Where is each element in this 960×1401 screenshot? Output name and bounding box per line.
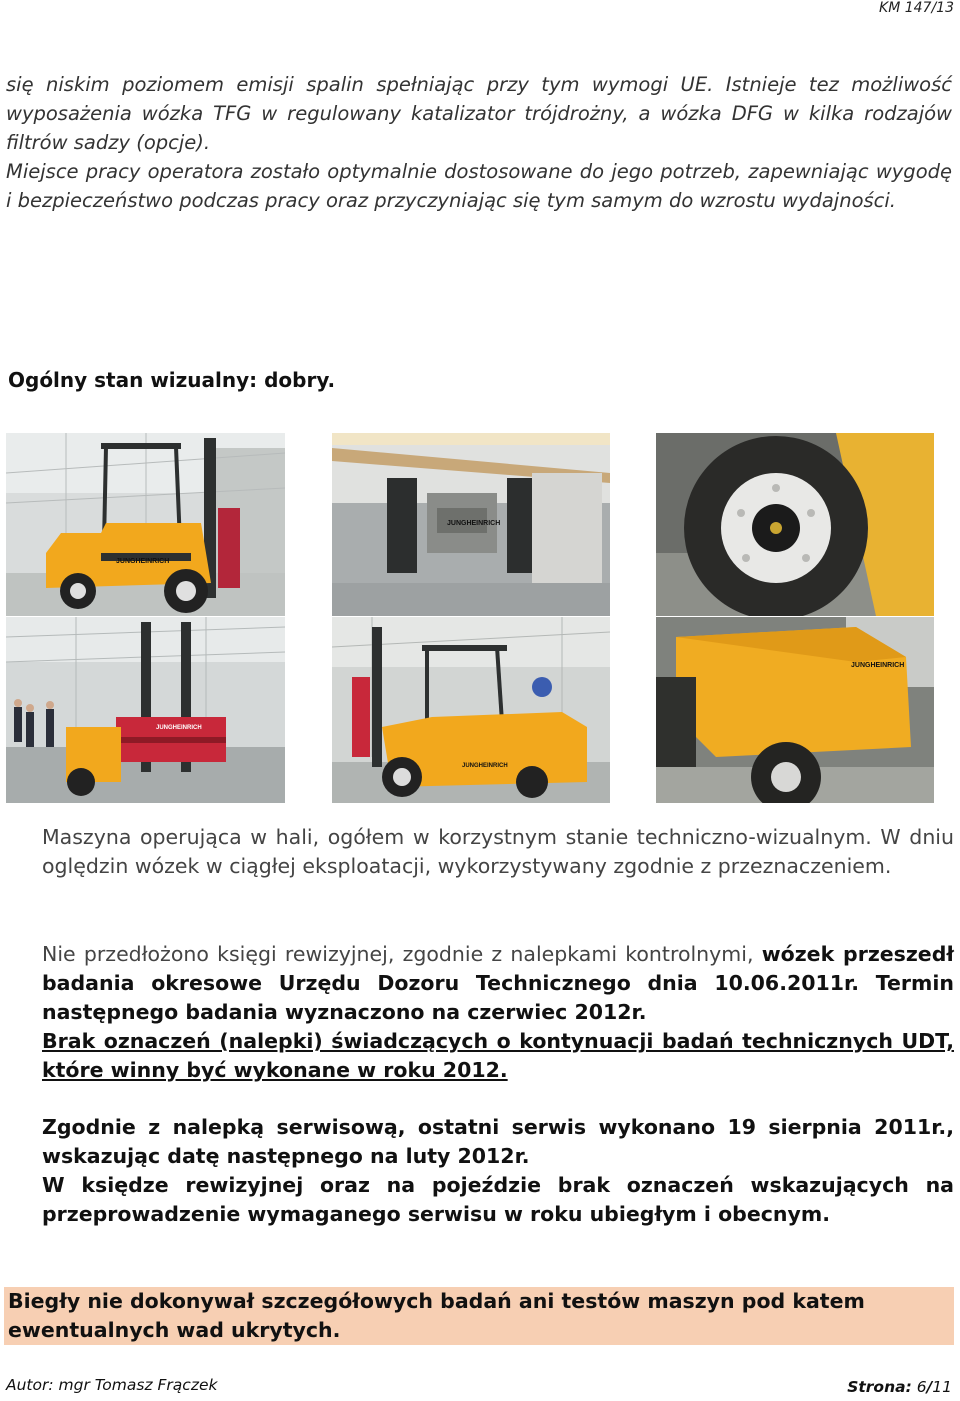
expert-note-box xyxy=(4,1287,954,1345)
wheel-closeup-image xyxy=(656,433,934,616)
inspection-paragraph xyxy=(42,940,954,1085)
photo-forklift-hall xyxy=(6,617,285,803)
brand-label: JUNGHEINRICH xyxy=(156,725,202,731)
page-total: 11 xyxy=(932,1378,952,1396)
intro-paragraph-2: Miejsce pracy operatora zostało optymalnie dostosowane do jego potrzeb, zapewniając wygodę i bezpieczeństwo podczas pracy oraz przyczyniając się tym samym do wzrostu wydajności. xyxy=(6,160,952,212)
missing-marks-notice: Brak oznaczeń (nalepki) świadczących o kontynuacji badań technicznych UDT, które winny być wykonane w roku 2012. xyxy=(42,1029,954,1082)
forklift-side-image xyxy=(6,433,285,616)
photo-forklift-rear xyxy=(332,617,610,803)
brand-label: JUNGHEINRICH xyxy=(851,662,905,669)
footer-author: Autor: mgr Tomasz Frączek xyxy=(6,1376,218,1394)
condition-paragraph: Maszyna operująca w hali, ogółem w korzystnym stanie techniczno-wizualnym. W dniu oględzin wózek w ciągłej eksploatacji, wykorzystywany zgodnie z przeznaczeniem. xyxy=(42,825,954,878)
footer-page-number: Strona: 6/11 xyxy=(847,1378,952,1396)
photo-forklift-forks xyxy=(332,433,610,616)
page-label: Strona: xyxy=(847,1378,912,1396)
brand-label: JUNGHEINRICH xyxy=(462,763,508,769)
photo-forklift-side xyxy=(6,433,285,616)
intro-text xyxy=(6,70,952,215)
brand-label: JUNGHEINRICH xyxy=(116,558,170,565)
counterweight-closeup-image xyxy=(656,617,934,803)
forklift-forks-image xyxy=(332,433,610,616)
photo-counterweight-closeup xyxy=(656,617,934,803)
brand-label: JUNGHEINRICH xyxy=(447,520,501,527)
inspection-intro: Nie przedłożono księgi rewizyjnej, zgodnie z nalepkami kontrolnymi, xyxy=(42,942,762,966)
page-current: 6 xyxy=(916,1378,927,1396)
section-heading: Ogólny stan wizualny: dobry. xyxy=(8,368,336,392)
forklift-hall-image xyxy=(6,617,285,803)
service-missing-paragraph: W księdze rewizyjnej oraz na pojeździe brak oznaczeń wskazujących na przeprowadzenie wymaganego serwisu w roku ubiegłym i obecnym. xyxy=(42,1173,954,1226)
service-paragraph: Zgodnie z nalepką serwisową, ostatni serwis wykonano 19 sierpnia 2011r., wskazując datę następnego na luty 2012r. xyxy=(42,1115,954,1168)
document-reference: KM 147/13 xyxy=(879,0,954,16)
expert-note-text: Biegły nie dokonywał szczegółowych badań ani testów maszyn pod katem ewentualnych wad ukrytych. xyxy=(8,1289,865,1342)
inspection-result: wózek przeszedł badania okresowe Urzędu Dozoru Technicznego dnia 10.06.2011r. Termin następnego badania wyznaczono na czerwiec 2012r. xyxy=(42,942,954,1024)
intro-paragraph-1: się niskim poziomem emisji spalin spełniając przy tym wymogi UE. Istnieje tez możliwość wyposażenia wózka TFG w regulowany katalizator trójdrożny, a wózka DFG w kilka rodzajów filtrów sadzy (opcje). xyxy=(6,73,952,154)
forklift-rear-image xyxy=(332,617,610,803)
photo-wheel-closeup xyxy=(656,433,934,616)
